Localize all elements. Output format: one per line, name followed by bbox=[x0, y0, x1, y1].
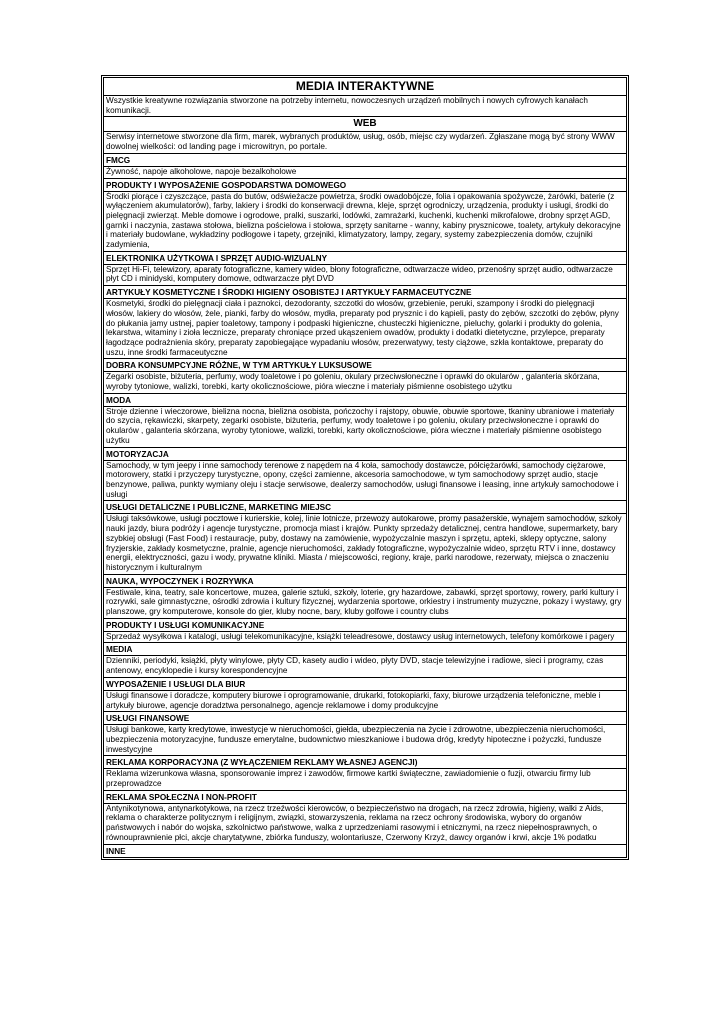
category-table bbox=[101, 75, 629, 860]
category-heading: MODA bbox=[104, 393, 626, 406]
category-description: Reklama wizerunkowa własna, sponsorowanie imprez i zawodów, firmowe kartki świąteczne, zawiadomienie o fuzji, otwarciu firmy lub przeprowadzce bbox=[104, 768, 626, 789]
document-title: MEDIA INTERAKTYWNE bbox=[295, 79, 435, 93]
category-description: Festiwale, kina, teatry, sale koncertowe, muzea, galerie sztuki, szkoły, loterie, gry hazardowe, zabawki, sprzęt sportowy, rowery, parki kultury i rozrywki, sale gimnastyczne, ośrodki zdrowia i kultury fizycznej, wydarzenia sportowe, orkiestry i instrumenty muzyczne, pokazy i wystawy, gry planszowe, gry komputerowe, konsole do gier, kluby nocne, bary, kluby golfowe i country clubs bbox=[104, 587, 626, 618]
category-heading: MOTORYZACJA bbox=[104, 447, 626, 460]
category-description: Antynikotynowa, antynarkotykowa, na rzecz trzeźwości kierowców, o bezpieczeństwo na drogach, na rzecz zdrowia, higieny, walki z Aids, reklama o charakterze politycznym i religijnym, związki, stowarzyszenia, reklama na rzecz ochrony środowiska, wybory do organów państwowych i nabór do wojska, szkolnictwo państwowe, walka z uprzedzeniami rasowymi i etnicznymi, na rzecz niepełnosprawnych, o równouprawnienie płci, akcje charytatywne, zbiórka funduszy, wolontariusze, Czerwony Krzyż, dawcy organów i krwi, akcje 1% podatku bbox=[104, 803, 626, 844]
category-heading: ELEKTRONIKA UŻYTKOWA I SPRZĘT AUDIO-WIZUALNY bbox=[104, 251, 626, 264]
category-description: Stroje dzienne i wieczorowe, bielizna nocna, bielizna osobista, pończochy i rajstopy, obuwie, obuwie sportowe, tkaniny ubraniowe i materiały do szycia, rękawiczki, skarpety, zegarki osobiste, biżuteria, perfumy, wody toaletowe i po goleniu, okulary przeciwsłoneczne i oprawki do okularów , galanteria skórzana, wyroby tytoniowe, walizki, torebki, karty okolicznościowe, pióra wieczne i materiały piśmienne osobistego użytku bbox=[104, 406, 626, 447]
category-heading: PRODUKTY I USŁUGI KOMUNIKACYJNE bbox=[104, 618, 626, 631]
intro-text: Wszystkie kreatywne rozwiązania stworzone na potrzeby internetu, nowoczesnych urządzeń mobilnych i nowych cyfrowych kanałach komunikacji. bbox=[104, 95, 626, 116]
category-heading: INNE bbox=[104, 844, 626, 857]
category-heading: MEDIA bbox=[104, 642, 626, 655]
category-description: Usługi taksówkowe, usługi pocztowe i kurierskie, kolej, linie lotnicze, przewozy autokarowe, promy pasażerskie, wynajem samochodów, szkoły nauki jazdy, biura podróży i agencje turystyczne, promocja miast i krajów. Punkty sprzedaży detalicznej, centra handlowe, supermarkety, bary szybkiej obsługi (Fast Food) i restauracje, puby, dostawy na zamówienie, wypożyczalnie maszyn i sprzętu, apteki, sklepy optyczne, salony fryzjerskie, zakłady kosmetyczne, pralnie, agencje nieruchomości, zakłady fotograficzne, wypożyczalnie wideo, sprzętu RTV i inne, dostawcy energii, elektryczności, gazu i wody, prywatne kliniki. Miasta / miejscowości, regiony, kraje, parki narodowe, rezerwaty, miejsca o znaczeniu historycznym i kulturalnym bbox=[104, 513, 626, 573]
section-description: Serwisy internetowe stworzone dla firm, marek, wybranych produktów, usług, osób, miejsc czy wydarzeń. Zgłaszane mogą być strony WWW dowolnej wielkości: od landing page i microwitryn, po portale. bbox=[104, 131, 626, 152]
category-description: Kosmetyki, środki do pielęgnacji ciała i paznokci, dezodoranty, szczotki do włosów, grzebienie, peruki, szampony i środki do pielęgnacji włosów, lakiery do włosów, żele, pianki, farby do włosów, mydła, preparaty pod prysznic i do kąpieli, pasty do zębów, szczotki do zębów, płyny do płukania jamy ustnej, papier toaletowy, tampony i podpaski higieniczne, chusteczki higieniczne, pieluchy, golarki i produkty do golenia, lekarstwa, witaminy i zioła lecznicze, preparaty chroniące przed ukąszeniem owadów, produkty i dodatki dietetyczne, przylepce, preparaty łagodzące podrażnienia skóry, preparaty zapobiegające wypadaniu włosów, prezerwatywy, testy ciążowe, szkła kontaktowe, preparaty do uszu, inne środki farmaceutyczne bbox=[104, 298, 626, 358]
category-heading: FMCG bbox=[104, 153, 626, 166]
category-description: Zegarki osobiste, biżuteria, perfumy, wody toaletowe i po goleniu, okulary przeciwsłoneczne i oprawki do okularów , galanteria skórzana, wyroby tytoniowe, walizki, torebki, karty okolicznościowe, pióra wieczne i materiały piśmienne osobistego użytku bbox=[104, 371, 626, 392]
category-description: Usługi finansowe i doradcze, komputery biurowe i oprogramowanie, drukarki, fotokopiarki, faxy, biurowe urządzenia telefoniczne, meble i artykuły biurowe, agencje doradztwa personalnego, agencje reklamowe i domy produkcyjne bbox=[104, 690, 626, 711]
category-heading: REKLAMA KORPORACYJNA (Z WYŁĄCZENIEM REKLAMY WŁASNEJ AGENCJI) bbox=[104, 755, 626, 768]
category-description: Sprzedaż wysyłkowa i katalogi, usługi telekomunikacyjne, książki teleadresowe, dostawcy usług internetowych, telefony komórkowe i pagery bbox=[104, 631, 626, 643]
category-heading: USŁUGI DETALICZNE I PUBLICZNE, MARKETING MIEJSC bbox=[104, 500, 626, 513]
category-description: Usługi bankowe, karty kredytowe, inwestycje w nieruchomości, giełda, ubezpieczenia na życie i zdrowotne, ubezpieczenia nieruchomości, ubezpieczenia motoryzacyjne, fundusze emerytalne, budownictwo mieszkaniowe i budowa dróg, kredyty hipoteczne i pożyczki, fundusze inwestycyjne bbox=[104, 724, 626, 755]
category-description: Dzienniki, periodyki, książki, płyty winylowe, płyty CD, kasety audio i wideo, płyty DVD, stacje telewizyjne i radiowe, sieci i programy, czas antenowy, encyklopedie i kursy korespondencyjne bbox=[104, 655, 626, 676]
section-title: WEB bbox=[104, 116, 626, 131]
category-heading: ARTYKUŁY KOSMETYCZNE I ŚRODKI HIGIENY OSOBISTEJ I ARTYKUŁY FARMACEUTYCZNE bbox=[104, 285, 626, 298]
category-heading: NAUKA, WYPOCZYNEK i ROZRYWKA bbox=[104, 574, 626, 587]
category-heading: WYPOSAŻENIE I USŁUGI DLA BIUR bbox=[104, 677, 626, 690]
category-heading: REKLAMA SPOŁECZNA I NON-PROFIT bbox=[104, 790, 626, 803]
category-heading: USŁUGI FINANSOWE bbox=[104, 711, 626, 724]
category-description: Sprzęt Hi-Fi, telewizory, aparaty fotograficzne, kamery wideo, błony fotograficzne, odtwarzacze wideo, przenośny sprzęt audio, odtwarzacze płyt CD i minidyski, komputery domowe, odtwarzacze płyt DVD bbox=[104, 264, 626, 285]
category-description: Środki piorące i czyszczące, pasta do butów, odświeżacze powietrza, środki owadobójcze, folia i opakowania spożywcze, żarówki, baterie (z wyłączeniem akumulatorów), farby, lakiery i środki do konserwacji drewna, kleje, sprzęt ogrodniczy, urządzenia, produkty i usługi, środki do pielęgnacji zwierząt. Meble domowe i ogrodowe, pralki, suszarki, lodówki, zamrażarki, kuchenki, kuchenki mikrofalowe, drobny sprzęt AGD, garnki i naczynia, zastawa stołowa, bielizna pościelowa i stołowa, sprzęty sanitarne - wanny, kabiny prysznicowe, toalety, artykuły dekoracyjne i materiały budowlane, wykładziny podłogowe i tapety, grzejniki, klimatyzatory, lampy, zegary, systemy zabezpieczenia domów, czujniki zadymienia, bbox=[104, 191, 626, 251]
category-description: Samochody, w tym jeepy i inne samochody terenowe z napędem na 4 koła, samochody dostawcze, półciężarówki, samochody ciężarowe, motorowery, statki i przyczepy turystyczne, opony, części zamienne, akcesoria samochodowe, w tym samochodowy sprzęt audio, stacje benzynowe, paliwa, punkty wymiany oleju i stacje serwisowe, dealerzy samochodów, usługi finansowe i leasing, inne artykuły samochodowe i usługi bbox=[104, 460, 626, 501]
category-heading: PRODUKTY I WYPOSAŻENIE GOSPODARSTWA DOMOWEGO bbox=[104, 178, 626, 191]
category-heading: DOBRA KONSUMPCYJNE RÓŻNE, W TYM ARTYKUŁY LUKSUSOWE bbox=[104, 358, 626, 371]
category-description: Żywność, napoje alkoholowe, napoje bezalkoholowe bbox=[104, 166, 626, 178]
